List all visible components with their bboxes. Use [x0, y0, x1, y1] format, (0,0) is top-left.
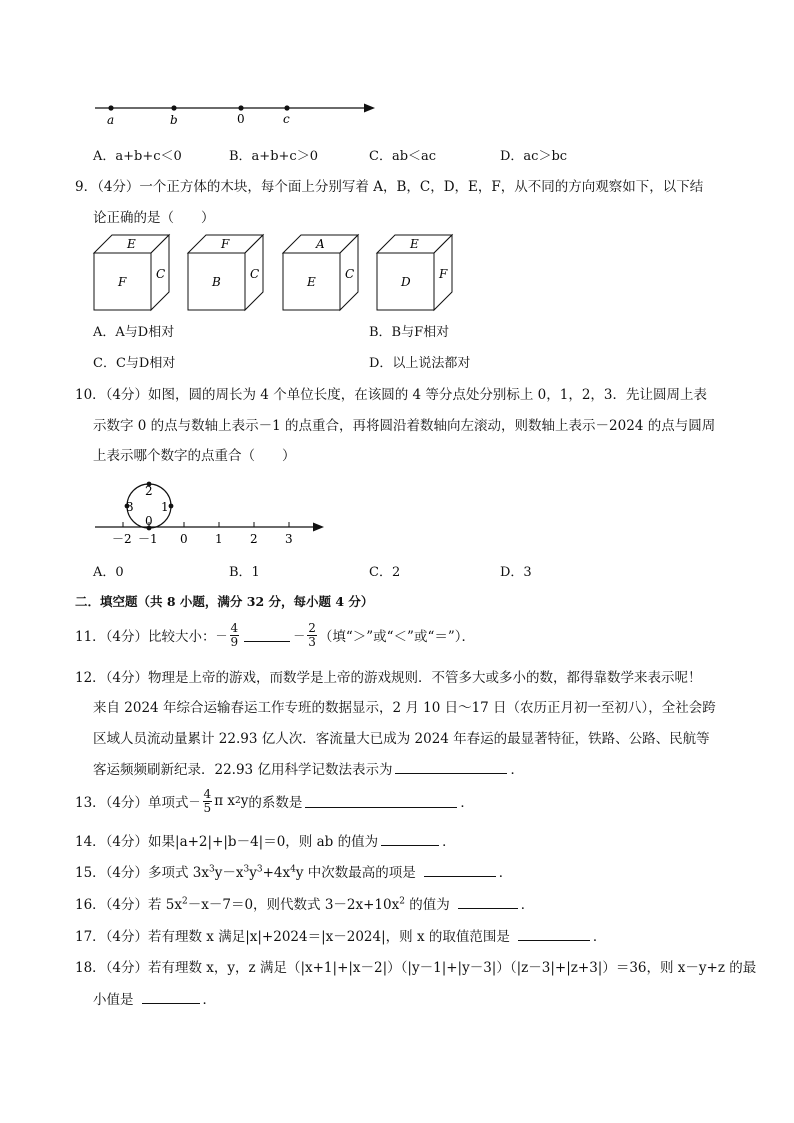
q11-frac1-num: 4	[230, 620, 239, 635]
q9-option-a: A．A与D相对	[93, 325, 175, 340]
q13-frac-num: 4	[203, 786, 212, 801]
q15-answer-blank[interactable]	[424, 864, 496, 877]
q13-exp: 2	[234, 796, 241, 806]
q13	[75, 784, 474, 818]
q9-stem-line2: 论正确的是（ ）	[93, 210, 215, 226]
q18-line1: 18．（4分）若有理数 x，y，z 满足（|x+1|+|x－2|）（|y－1|+|y－3|）（|z－3|+|z+3|）＝36，则 x－y+z 的最	[75, 960, 757, 976]
q13-var: y	[240, 793, 249, 809]
q15-part4: +4x	[262, 865, 291, 881]
axis-tick--1: －1	[138, 532, 158, 546]
q16-exp2: 2	[399, 896, 405, 907]
q12-line4	[93, 758, 524, 778]
q10-circle-numberline	[90, 474, 335, 549]
q15-part5: y 中次数最高的项是	[295, 865, 416, 881]
q17-answer-blank[interactable]	[518, 928, 590, 941]
q16-end: ．	[520, 897, 535, 913]
q8-number-line	[90, 96, 380, 130]
cube-4-right: F	[439, 267, 448, 281]
q15-part2: y－x	[214, 865, 244, 881]
cube-3-top: A	[316, 237, 325, 251]
q10-stem-line1: 10．（4分）如图，圆的周长为 4 个单位长度，在该圆的 4 等分点处分别标上 0，1，2，3．先让圆周上表	[75, 387, 708, 403]
q13-prefix: 13．（4分）单项式	[75, 795, 189, 811]
q11-frac1	[230, 622, 240, 649]
q9-option-c: C．C与D相对	[93, 356, 176, 371]
q10-stem-line3: 上表示哪个数字的点重合（ ）	[93, 448, 296, 464]
circle-label-3: 3	[126, 500, 134, 514]
axis-tick-0: 0	[180, 532, 188, 546]
q18-line2	[93, 988, 216, 1008]
q10-option-c: C．2	[369, 565, 401, 580]
cube-1-front: F	[118, 275, 127, 289]
circle-label-0: 0	[145, 514, 153, 528]
q12-line2: 来自 2024 年综合运输春运工作专班的数据显示，2 月 10 日～17 日（农历正月初一至初八），全社会跨	[93, 700, 716, 716]
q15-exp2: 3	[243, 864, 250, 875]
q9-option-b: B．B与F相对	[369, 325, 450, 340]
q10-option-b: B．1	[229, 565, 260, 580]
q12-line3: 区域人员流动量累计 22.93 亿人次．客流量大已成为 2024 年春运的最显著特征，铁路、公路、民航等	[93, 731, 710, 747]
cube-1	[94, 235, 169, 310]
q13-frac	[203, 788, 213, 815]
q13-end: ．	[460, 795, 474, 811]
q13-suffix: 的系数是	[248, 795, 303, 811]
cube-2-front: B	[212, 275, 221, 289]
q11-frac2-num: 2	[308, 620, 316, 635]
q15-exp3: 3	[256, 864, 263, 875]
q12-answer-blank[interactable]	[395, 761, 507, 774]
q16-part2: －x－7＝0，则代数式 3－2x+10x	[187, 897, 400, 913]
cube-3-right: C	[345, 267, 355, 281]
q8-option-d: D．ac＞bc	[500, 149, 568, 164]
point-c-label: c	[283, 112, 290, 126]
q11-frac1-sign: －	[215, 628, 228, 643]
section-2-title: 二．填空题（共 8 小题，满分 32 分，每小题 4 分）	[75, 594, 374, 609]
cube-3	[283, 235, 358, 310]
q13-sign: －	[188, 794, 201, 809]
point-b-label: b	[170, 113, 178, 127]
q15	[75, 861, 512, 881]
q9-cubes	[90, 232, 460, 312]
q11-prefix: 11．（4分）比较大小：	[75, 629, 216, 645]
q10-option-a: A．0	[93, 565, 124, 580]
q14-text: 14．（4分）如果|a+2|+|b－4|＝0，则 ab 的值为	[75, 834, 379, 850]
circle-label-2: 2	[145, 484, 153, 498]
q11-suffix: （填“＞”或“＜”或“＝”）．	[318, 629, 476, 645]
q11-frac2-den: 3	[308, 634, 316, 649]
q13-term: π x	[214, 793, 235, 809]
circle-label-1: 1	[161, 500, 169, 514]
q11-answer-blank[interactable]	[244, 629, 290, 642]
q17	[75, 925, 606, 945]
q14-end: ．	[442, 834, 456, 850]
cube-4-top: E	[410, 237, 419, 251]
q9-option-d: D．以上说法都对	[369, 356, 471, 371]
q18-end: ．	[202, 992, 216, 1008]
cube-2-right: C	[250, 267, 260, 281]
cube-3-front: E	[307, 275, 316, 289]
q17-text: 17．（4分）若有理数 x 满足|x|+2024＝|x－2024|，则 x 的取值范围是	[75, 929, 510, 945]
q15-part3: y	[249, 865, 257, 881]
cube-2	[188, 235, 263, 310]
q12-line1: 12．（4分）物理是上帝的游戏，而数学是上帝的游戏规则．不管多大或多小的数，都得靠数学来表示呢！	[75, 670, 702, 686]
q11-frac2	[307, 622, 317, 649]
q11-frac1-den: 9	[230, 634, 239, 649]
q18-line2-text: 小值是	[93, 992, 134, 1008]
q16-answer-blank[interactable]	[458, 896, 518, 909]
q16-exp1: 2	[182, 896, 188, 907]
q8-option-a: A．a+b+c＜0	[93, 149, 182, 164]
q15-exp4: 4	[290, 864, 296, 875]
q8-option-c: C．ab＜ac	[369, 149, 437, 164]
q10-stem-line2: 示数字 0 的点与数轴上表示－1 的点重合，再将圆沿着数轴向左滚动，则数轴上表示－2024 的点与圆周	[93, 418, 716, 434]
origin-label: 0	[237, 112, 245, 126]
axis-tick-2: 2	[250, 532, 258, 546]
cube-1-top: E	[127, 237, 136, 251]
q12-end: ．	[510, 762, 524, 778]
q10-option-d: D．3	[500, 565, 532, 580]
cube-2-top: F	[221, 237, 230, 251]
axis-tick-3: 3	[285, 532, 293, 546]
q17-end: ．	[592, 929, 607, 945]
cube-4	[377, 235, 452, 310]
q11	[75, 618, 475, 652]
q11-frac2-sign: －	[293, 628, 306, 643]
q9-stem-line1: 9．（4分）一个正方体的木块，每个面上分别写着 A，B，C，D，E，F，从不同的方向观察如下，以下结	[75, 179, 704, 195]
q8-option-b: B．a+b+c＞0	[229, 149, 318, 164]
q13-frac-den: 5	[203, 800, 212, 815]
axis-tick--2: －2	[112, 532, 132, 546]
q18-answer-blank[interactable]	[142, 991, 200, 1004]
axis-tick-1: 1	[215, 532, 223, 546]
q15-part1: 15．（4分）多项式 3x	[75, 865, 210, 881]
cube-1-right: C	[156, 267, 166, 281]
point-a-label: a	[107, 113, 115, 127]
q16-part1: 16．（4分）若 5x	[75, 897, 183, 913]
q12-line4-text: 客运频频刷新纪录．22.93 亿用科学记数法表示为	[93, 762, 393, 778]
q15-exp1: 3	[209, 864, 215, 875]
q14	[75, 830, 456, 850]
q16-part3: 的值为	[404, 897, 450, 913]
q13-answer-blank[interactable]	[305, 795, 457, 808]
q15-end: ．	[498, 865, 513, 881]
cube-4-front: D	[401, 275, 411, 289]
q14-answer-blank[interactable]	[381, 833, 439, 846]
q16	[75, 893, 534, 913]
